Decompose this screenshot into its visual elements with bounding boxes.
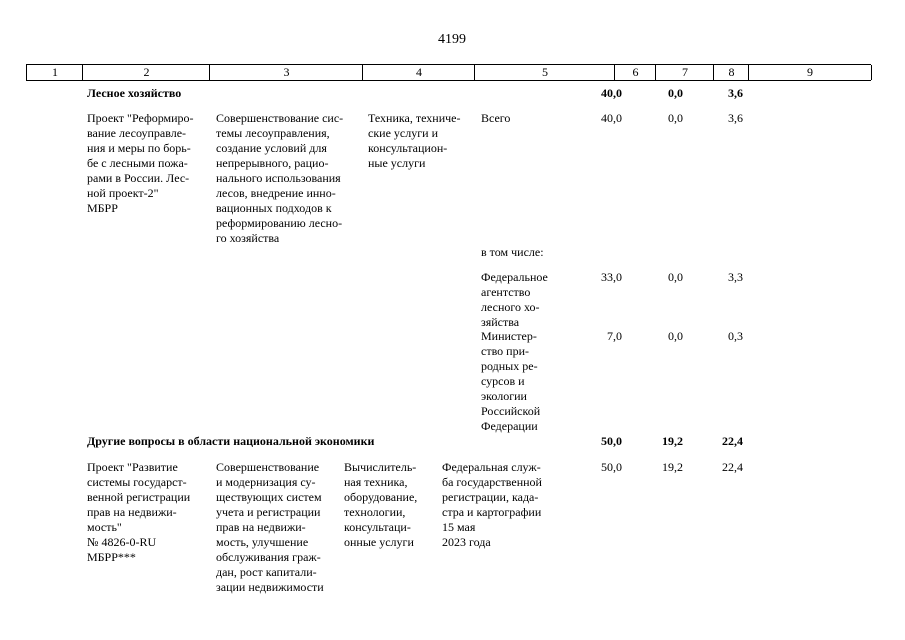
sub-row-value: 0,3 (728, 329, 743, 343)
project-value: 3,6 (728, 111, 743, 125)
project-value: 50,0 (601, 460, 622, 474)
column-number: 7 (655, 65, 714, 80)
section-total: 19,2 (662, 434, 683, 448)
sub-row-value: 0,0 (668, 270, 683, 284)
sub-row-recipient: Федеральное агентство лесного хо- зяйства (481, 270, 548, 329)
column-number: 1 (26, 65, 83, 80)
page-number: 4199 (438, 32, 466, 47)
column-number: 8 (713, 65, 749, 80)
sub-row-value: 7,0 (607, 329, 622, 343)
column-number: 4 (362, 65, 475, 80)
column-number: 9 (748, 65, 872, 80)
project-name: Проект "Развитие системы государст- венной регистрации прав на недвижи- мость" № 4826-0-RU МБРР*** (87, 460, 191, 564)
column-number: 6 (614, 65, 656, 80)
section-total: 3,6 (728, 86, 743, 100)
section-title: Другие вопросы в области национальной экономики (87, 434, 375, 448)
including-label: в том числе: (481, 245, 544, 259)
project-recipient: Всего (481, 111, 511, 125)
project-recipient: Федеральная служ- ба государственной регистрации, када- стра и картографии 15 мая 2023 года (442, 460, 542, 549)
project-value: 22,4 (722, 460, 743, 474)
section-title: Лесное хозяйство (87, 86, 182, 100)
section-total: 22,4 (722, 434, 743, 448)
project-value: 40,0 (601, 111, 622, 125)
project-value: 0,0 (668, 111, 683, 125)
sub-row-value: 0,0 (668, 329, 683, 343)
column-number-header-row (26, 64, 871, 81)
project-purpose: Совершенствование сис- темы лесоуправления, создание условий для непрерывного, рацио- нального использования лесов, внедрение инно- вационных подходов к реформированию лесно- го хозяйства (216, 111, 344, 245)
project-assistance-type: Вычислитель- ная техника, оборудование, технологии, консультаци- онные услуги (344, 460, 418, 549)
sub-row-recipient: Министер- ство при- родных ре- сурсов и экологии Российской Федерации (481, 329, 541, 433)
section-total: 0,0 (668, 86, 683, 100)
project-purpose: Совершенствование и модернизация су- ществующих систем учета и регистрации прав на недвижи- мость, улучшение обслуживания граж- дан, рост капитали- зации недвижимости (216, 460, 324, 594)
column-number: 5 (474, 65, 615, 80)
column-number: 2 (82, 65, 210, 80)
project-assistance-type: Техника, техниче- ские услуги и консультацион- ные услуги (368, 111, 461, 170)
project-name: Проект "Реформиро- вание лесоуправле- ния и меры по борь- бе с лесными пожа- рами в России. Лес- ной проект-2" МБРР (87, 111, 194, 215)
project-value: 19,2 (662, 460, 683, 474)
section-total: 50,0 (601, 434, 622, 448)
sub-row-value: 3,3 (728, 270, 743, 284)
section-total: 40,0 (601, 86, 622, 100)
sub-row-value: 33,0 (601, 270, 622, 284)
column-number: 3 (209, 65, 363, 80)
